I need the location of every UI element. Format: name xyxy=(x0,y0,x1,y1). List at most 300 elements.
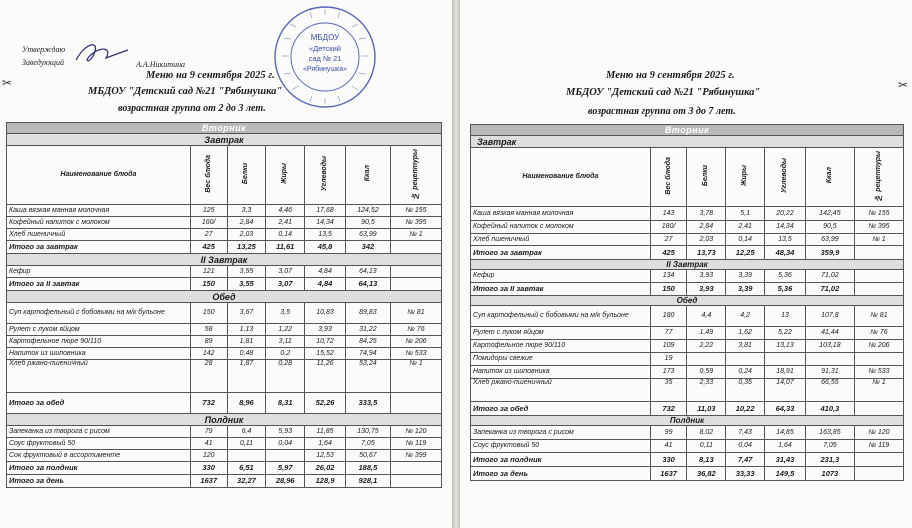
nutrition-value: 19 xyxy=(650,353,687,366)
nutrition-value: 180/ xyxy=(650,221,687,234)
header-label: Белки xyxy=(702,164,710,187)
nutrition-value: 2,84 xyxy=(687,221,726,234)
nutrition-value xyxy=(227,450,266,462)
nutrition-value: 64,13 xyxy=(345,266,390,278)
nutrition-value: 4,4 xyxy=(687,306,726,327)
meal-section-title: Полдник xyxy=(471,416,904,426)
nutrition-value: 4,84 xyxy=(305,266,346,278)
nutrition-value: 84,25 xyxy=(345,336,390,348)
nutrition-value: 0,35 xyxy=(726,379,765,402)
dish-row xyxy=(7,217,442,229)
nutrition-value: 3,5 xyxy=(266,303,305,324)
nutrition-value: № 1 xyxy=(390,229,441,241)
dish-name: Итого за завтрак xyxy=(471,246,651,260)
nutrition-value: № 206 xyxy=(854,340,903,353)
kindergarten-name: МБДОУ "Детский сад №21 "Рябинушка" xyxy=(566,87,761,98)
nutrition-value: 732 xyxy=(650,402,687,416)
nutrition-value: 18,91 xyxy=(765,366,806,379)
nutrition-value xyxy=(854,453,903,467)
dish-name: Итого за завтрак xyxy=(7,241,191,254)
header-column xyxy=(687,148,726,207)
nutrition-value: 124,52 xyxy=(345,205,390,217)
dish-name: Хлеб ржано-пшеничный xyxy=(7,360,191,393)
stamp-text-2: «Детский xyxy=(309,44,341,53)
total-row xyxy=(471,283,904,296)
meal-section-title: Обед xyxy=(7,291,442,303)
meal-section-title: Обед xyxy=(471,296,904,306)
official-stamp-icon xyxy=(270,4,380,110)
nutrition-value: 330 xyxy=(650,453,687,467)
nutrition-value: 0,11 xyxy=(227,438,266,450)
nutrition-value: 150 xyxy=(190,278,227,291)
dish-name: Итого за II завтак xyxy=(471,283,651,296)
nutrition-value: 103,18 xyxy=(805,340,854,353)
header-column xyxy=(765,148,806,207)
dish-name: Итого за день xyxy=(7,475,191,488)
nutrition-value: 28 xyxy=(190,360,227,393)
nutrition-value: 36,82 xyxy=(687,467,726,481)
nutrition-value: № 155 xyxy=(854,207,903,221)
nutrition-value: 33,33 xyxy=(726,467,765,481)
nutrition-value: 35 xyxy=(650,379,687,402)
header-label: Вес блюда xyxy=(664,156,672,195)
header-column xyxy=(854,148,903,207)
nutrition-value: № 1 xyxy=(854,379,903,402)
nutrition-value: 333,5 xyxy=(345,393,390,414)
nutrition-value: 14,34 xyxy=(305,217,346,229)
dish-name: Картофельное пюре 90/110 xyxy=(7,336,191,348)
column-header-row xyxy=(7,146,442,205)
dish-name: Рулет с луком яйцом xyxy=(471,327,651,340)
dish-name: Хлеб пшеничный xyxy=(471,234,651,246)
nutrition-value: 121 xyxy=(190,266,227,278)
nutrition-value: 14,34 xyxy=(765,221,806,234)
nutrition-value: 90,5 xyxy=(345,217,390,229)
signature-mark xyxy=(72,36,134,72)
nutrition-value: 15,52 xyxy=(305,348,346,360)
nutrition-value: № 119 xyxy=(390,438,441,450)
header-label: Ккал xyxy=(363,165,371,182)
approve-label: Утверждаю xyxy=(22,45,66,54)
nutrition-value: 7,05 xyxy=(805,440,854,453)
page-gutter xyxy=(452,0,460,528)
nutrition-value: № 533 xyxy=(390,348,441,360)
nutrition-value: № 120 xyxy=(390,426,441,438)
dish-name: Хлеб ржано-пшеничный xyxy=(471,379,651,402)
nutrition-value: 13,13 xyxy=(765,340,806,353)
nutrition-value xyxy=(854,467,903,481)
nutrition-value: 0,59 xyxy=(687,366,726,379)
nutrition-value: 4,46 xyxy=(266,205,305,217)
nutrition-value: 180 xyxy=(650,306,687,327)
nutrition-value: 12,53 xyxy=(305,450,346,462)
nutrition-value: 0,04 xyxy=(726,440,765,453)
nutrition-value xyxy=(266,450,305,462)
menu-date-title: Меню на 9 сентября 2025 г. xyxy=(606,70,735,81)
nutrition-value: 14,85 xyxy=(765,426,806,440)
total-row xyxy=(471,402,904,416)
dish-row xyxy=(7,229,442,241)
nutrition-value: 0,04 xyxy=(266,438,305,450)
dish-name: Кофейный напиток с молоком xyxy=(471,221,651,234)
nutrition-value: 10,22 xyxy=(726,402,765,416)
nutrition-value: 52,26 xyxy=(305,393,346,414)
nutrition-value: 0,24 xyxy=(726,366,765,379)
header-label: № рецептуры xyxy=(874,150,882,201)
total-row xyxy=(7,241,442,254)
nutrition-value: 53,24 xyxy=(345,360,390,393)
nutrition-value: 1073 xyxy=(805,467,854,481)
day-of-week: Вторник xyxy=(471,125,904,136)
header-column xyxy=(227,146,266,205)
nutrition-value: 74,94 xyxy=(345,348,390,360)
nutrition-value: 5,97 xyxy=(266,462,305,475)
nutrition-value: 0,14 xyxy=(266,229,305,241)
nutrition-value: 20,22 xyxy=(765,207,806,221)
nutrition-value: 1,49 xyxy=(687,327,726,340)
nutrition-value: 0,14 xyxy=(726,234,765,246)
nutrition-value: 89,83 xyxy=(345,303,390,324)
meal-section-title: II Завтрак xyxy=(471,260,904,270)
nutrition-value: 0,11 xyxy=(687,440,726,453)
header-label: Ккал xyxy=(825,167,833,184)
nutrition-value: 11,03 xyxy=(687,402,726,416)
meal-section-title: Завтрак xyxy=(7,134,442,146)
meal-section-row xyxy=(471,260,904,270)
total-row xyxy=(471,453,904,467)
dish-name: Каша вязкая манная молочная xyxy=(471,207,651,221)
dish-name: Итого за II завтак xyxy=(7,278,191,291)
scissors-icon: ✂ xyxy=(898,78,909,92)
nutrition-value: 77 xyxy=(650,327,687,340)
nutrition-value: 26,02 xyxy=(305,462,346,475)
dish-row xyxy=(471,366,904,379)
nutrition-value: № 206 xyxy=(390,336,441,348)
total-row xyxy=(7,475,442,488)
dish-name: Суп картофельный с бобовыми на м/к бульоне xyxy=(7,303,191,324)
nutrition-value xyxy=(854,353,903,366)
nutrition-value: 1,87 xyxy=(227,360,266,393)
nutrition-value xyxy=(726,353,765,366)
nutrition-value: 732 xyxy=(190,393,227,414)
day-of-week-row xyxy=(7,123,442,134)
nutrition-value: 41 xyxy=(190,438,227,450)
dish-name: Соус фруктовый 50 xyxy=(7,438,191,450)
nutrition-value: 71,02 xyxy=(805,283,854,296)
head-name: А.А.Никитина xyxy=(136,60,186,69)
dish-name: Запеканка из творога с рисом xyxy=(7,426,191,438)
nutrition-value xyxy=(854,402,903,416)
total-row xyxy=(7,393,442,414)
scissors-icon: ✂ xyxy=(2,76,13,90)
nutrition-value: 359,9 xyxy=(805,246,854,260)
nutrition-value: 3,93 xyxy=(687,270,726,283)
nutrition-value: 13,25 xyxy=(227,241,266,254)
nutrition-value: 91,31 xyxy=(805,366,854,379)
dish-name: Запеканка из творога с рисом xyxy=(471,426,651,440)
stamp-text-1: МБДОУ xyxy=(310,33,340,42)
nutrition-value xyxy=(765,353,806,366)
meal-section-row xyxy=(471,296,904,306)
nutrition-value xyxy=(805,353,854,366)
nutrition-value: 0,48 xyxy=(227,348,266,360)
nutrition-value: 66,55 xyxy=(805,379,854,402)
dish-row xyxy=(7,324,442,336)
dish-name: Соус фруктовый 50 xyxy=(471,440,651,453)
nutrition-value: 5,1 xyxy=(726,207,765,221)
nutrition-value: 1,22 xyxy=(266,324,305,336)
nutrition-value: 3,93 xyxy=(687,283,726,296)
nutrition-value: 11,85 xyxy=(305,426,346,438)
header-column xyxy=(345,146,390,205)
dish-row xyxy=(471,306,904,327)
nutrition-value: 63,99 xyxy=(805,234,854,246)
nutrition-value: 928,1 xyxy=(345,475,390,488)
nutrition-value: 1,64 xyxy=(765,440,806,453)
menu-sheet-toddlers xyxy=(0,0,452,528)
nutrition-value xyxy=(390,475,441,488)
nutrition-value: 6,51 xyxy=(227,462,266,475)
nutrition-value: 2,03 xyxy=(687,234,726,246)
dish-row xyxy=(7,360,442,393)
nutrition-value: 8,31 xyxy=(266,393,305,414)
header-label: Белки xyxy=(242,162,250,185)
nutrition-value: № 533 xyxy=(854,366,903,379)
nutrition-value: 5,36 xyxy=(765,283,806,296)
nutrition-value: 3,39 xyxy=(726,270,765,283)
nutrition-value: 17,68 xyxy=(305,205,346,217)
nutrition-value: 1,13 xyxy=(227,324,266,336)
nutrition-value: 2,33 xyxy=(687,379,726,402)
menu-sheet-preschool xyxy=(460,0,912,528)
nutrition-value: 11,26 xyxy=(305,360,346,393)
day-of-week: Вторник xyxy=(7,123,442,134)
dish-row xyxy=(471,270,904,283)
meal-section-row xyxy=(7,291,442,303)
nutrition-value: № 76 xyxy=(390,324,441,336)
stamp-text-4: «Рябинушка» xyxy=(302,66,348,73)
nutrition-value: 1637 xyxy=(650,467,687,481)
nutrition-value: 150 xyxy=(650,283,687,296)
total-row xyxy=(471,467,904,481)
nutrition-value: 3,3 xyxy=(227,205,266,217)
nutrition-value: 142 xyxy=(190,348,227,360)
nutrition-value: № 395 xyxy=(390,217,441,229)
dish-row xyxy=(7,450,442,462)
nutrition-value: 89 xyxy=(190,336,227,348)
age-group-label: возрастная группа от 2 до 3 лет. xyxy=(118,103,266,114)
nutrition-value: 13,73 xyxy=(687,246,726,260)
dish-row xyxy=(7,438,442,450)
nutrition-value: 3,55 xyxy=(227,278,266,291)
header-column xyxy=(650,148,687,207)
meal-section-row xyxy=(471,136,904,148)
day-of-week-row xyxy=(471,125,904,136)
dish-row xyxy=(471,426,904,440)
stamp-text-3: сад № 21 xyxy=(308,54,342,63)
nutrition-value: 13 xyxy=(765,306,806,327)
header-column xyxy=(726,148,765,207)
nutrition-value: 27 xyxy=(190,229,227,241)
menu-table-preschool xyxy=(470,124,904,481)
nutrition-value: 3,07 xyxy=(266,266,305,278)
nutrition-value: № 399 xyxy=(390,450,441,462)
dish-name: Хлеб пшеничный xyxy=(7,229,191,241)
nutrition-value: 3,81 xyxy=(726,340,765,353)
nutrition-value: 128,9 xyxy=(305,475,346,488)
nutrition-value xyxy=(390,278,441,291)
dish-name: Кофейный напиток с молоком xyxy=(7,217,191,229)
nutrition-value: 79 xyxy=(190,426,227,438)
nutrition-value: № 81 xyxy=(390,303,441,324)
nutrition-value: 31,22 xyxy=(345,324,390,336)
header-dish-name: Наименование блюда xyxy=(471,148,651,207)
total-row xyxy=(7,278,442,291)
header-column xyxy=(305,146,346,205)
total-row xyxy=(7,462,442,475)
nutrition-value: 2,41 xyxy=(726,221,765,234)
nutrition-value: 142,45 xyxy=(805,207,854,221)
column-header-row xyxy=(471,148,904,207)
dish-name: Сок фруктовый в ассортименте xyxy=(7,450,191,462)
nutrition-value: 188,5 xyxy=(345,462,390,475)
dish-row xyxy=(7,348,442,360)
nutrition-value: 160/ xyxy=(190,217,227,229)
nutrition-value: 0,2 xyxy=(266,348,305,360)
nutrition-value: 41 xyxy=(650,440,687,453)
nutrition-value: 231,3 xyxy=(805,453,854,467)
nutrition-value: 13,5 xyxy=(765,234,806,246)
nutrition-value: 50,67 xyxy=(345,450,390,462)
menu-date-title: Меню на 9 сентября 2025 г. xyxy=(146,70,275,81)
nutrition-value: 31,43 xyxy=(765,453,806,467)
nutrition-value: 63,99 xyxy=(345,229,390,241)
nutrition-value: № 81 xyxy=(854,306,903,327)
nutrition-value: 2,22 xyxy=(687,340,726,353)
nutrition-value: 10,83 xyxy=(305,303,346,324)
dish-row xyxy=(7,266,442,278)
kindergarten-name: МБДОУ "Детский сад №21 "Рябинушка" xyxy=(88,86,283,97)
nutrition-value: № 120 xyxy=(854,426,903,440)
nutrition-value xyxy=(854,270,903,283)
nutrition-value: 7,47 xyxy=(726,453,765,467)
nutrition-value: 1,81 xyxy=(227,336,266,348)
header-column xyxy=(190,146,227,205)
dish-row xyxy=(471,327,904,340)
dish-name: Итого за полдник xyxy=(7,462,191,475)
dish-row xyxy=(471,221,904,234)
nutrition-value: 107,8 xyxy=(805,306,854,327)
nutrition-value: 130,75 xyxy=(345,426,390,438)
meal-section-row xyxy=(7,414,442,426)
header-column xyxy=(266,146,305,205)
nutrition-value: 1,64 xyxy=(305,438,346,450)
dish-name: Каша вязкая манная молочная xyxy=(7,205,191,217)
nutrition-value: № 76 xyxy=(854,327,903,340)
nutrition-value: 134 xyxy=(650,270,687,283)
dish-row xyxy=(471,234,904,246)
dish-name: Итого за обед xyxy=(471,402,651,416)
nutrition-value: 330 xyxy=(190,462,227,475)
header-label: Углеводы xyxy=(321,156,329,191)
header-column xyxy=(390,146,441,205)
nutrition-value: 12,25 xyxy=(726,246,765,260)
nutrition-value: 163,85 xyxy=(805,426,854,440)
nutrition-value: 8,13 xyxy=(687,453,726,467)
nutrition-value xyxy=(687,353,726,366)
nutrition-value: 28,96 xyxy=(266,475,305,488)
menu-table-toddlers xyxy=(6,122,442,488)
nutrition-value: 48,34 xyxy=(765,246,806,260)
dish-name: Итого за обед xyxy=(7,393,191,414)
dish-name: Напиток из шиповника xyxy=(471,366,651,379)
nutrition-value: 3,11 xyxy=(266,336,305,348)
dish-row xyxy=(7,205,442,217)
nutrition-value: 0,28 xyxy=(266,360,305,393)
nutrition-value: № 395 xyxy=(854,221,903,234)
nutrition-value: 109 xyxy=(650,340,687,353)
approval-block xyxy=(22,44,65,68)
header-label: Углеводы xyxy=(780,158,788,193)
nutrition-value: 58 xyxy=(190,324,227,336)
nutrition-value: 32,27 xyxy=(227,475,266,488)
nutrition-value xyxy=(390,241,441,254)
nutrition-value: 5,22 xyxy=(765,327,806,340)
nutrition-value xyxy=(390,462,441,475)
nutrition-value xyxy=(854,246,903,260)
dish-name: Напиток из шиповника xyxy=(7,348,191,360)
nutrition-value: 14,07 xyxy=(765,379,806,402)
nutrition-value: 3,55 xyxy=(227,266,266,278)
nutrition-value: 3,39 xyxy=(726,283,765,296)
meal-section-title: Завтрак xyxy=(471,136,904,148)
header-label: Жиры xyxy=(281,162,289,185)
nutrition-value: 3,67 xyxy=(227,303,266,324)
nutrition-value: 1,62 xyxy=(726,327,765,340)
meal-section-title: Полдник xyxy=(7,414,442,426)
dish-row xyxy=(7,303,442,324)
dish-name: Итого за день xyxy=(471,467,651,481)
nutrition-value: 120 xyxy=(190,450,227,462)
nutrition-value: 425 xyxy=(650,246,687,260)
nutrition-value: № 1 xyxy=(854,234,903,246)
age-group-label: возрастная группа от 3 до 7 лет. xyxy=(588,106,736,117)
nutrition-value: 173 xyxy=(650,366,687,379)
nutrition-value: 2,84 xyxy=(227,217,266,229)
nutrition-value: 7,43 xyxy=(726,426,765,440)
dish-row xyxy=(7,426,442,438)
header-dish-name: Наименование блюда xyxy=(7,146,191,205)
nutrition-value: 149,5 xyxy=(765,467,806,481)
nutrition-value: 143 xyxy=(650,207,687,221)
nutrition-value: 10,72 xyxy=(305,336,346,348)
nutrition-value: 11,61 xyxy=(266,241,305,254)
nutrition-value: 342 xyxy=(345,241,390,254)
dish-name: Картофельное пюре 90/110 xyxy=(471,340,651,353)
nutrition-value: 1637 xyxy=(190,475,227,488)
header-label: Вес блюда xyxy=(204,154,212,193)
nutrition-value: 45,8 xyxy=(305,241,346,254)
dish-row xyxy=(471,340,904,353)
nutrition-value xyxy=(854,283,903,296)
nutrition-value: 8,02 xyxy=(687,426,726,440)
header-column xyxy=(805,148,854,207)
nutrition-value: 150 xyxy=(190,303,227,324)
dish-name: Кефир xyxy=(7,266,191,278)
nutrition-value xyxy=(390,266,441,278)
dish-name: Кефир xyxy=(471,270,651,283)
nutrition-value: 8,96 xyxy=(227,393,266,414)
